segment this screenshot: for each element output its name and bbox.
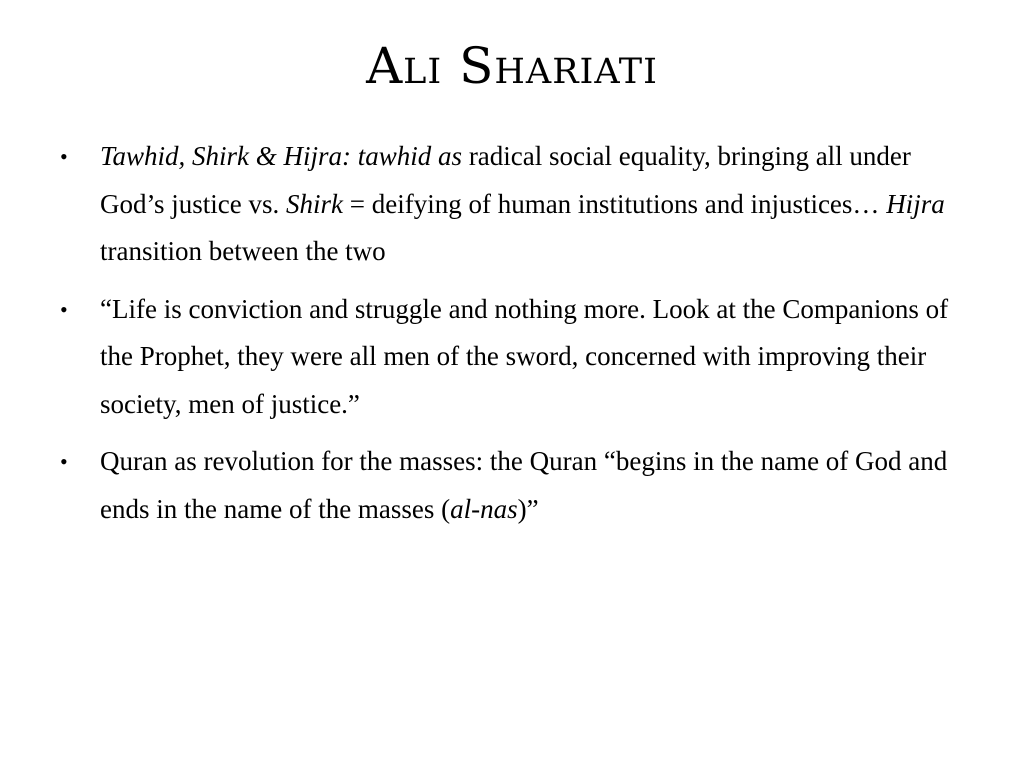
hijra-term: Hijra [886,188,945,219]
bullet-item-tawhid [60,133,960,276]
tawhid-text-1: radical social equality, bringing all under God’s justice vs. [100,141,911,219]
quran-text-1: Quran as revolution for the masses: the Quran “begins in the name of God and ends in the name of the masses ( [100,446,948,524]
life-quote-text: “Life is conviction and struggle and nothing more. Look at the Companions of the Prophet, they were all men of the sword, concerned with improving their society, men of justice.” [100,293,949,419]
tawhid-text-3: transition between the two [100,236,386,266]
bullet-item-quran [60,438,960,533]
slide-title: Ali Shariati [366,37,658,95]
shirk-term: Shirk [286,188,343,219]
tawhid-text-2: = deifying of human institutions and injustices… [343,188,887,219]
bullet-marker: • [60,296,68,322]
bullet-marker: • [60,449,68,474]
bullet-marker: • [60,144,68,169]
tawhid-lead-term: Tawhid, Shirk & Hijra: tawhid as [100,141,463,171]
bullet-item-life-quote [60,286,960,429]
quran-text-2: )” [517,493,539,524]
bullet-list [60,133,960,543]
al-nas-term: al-nas [450,493,518,524]
